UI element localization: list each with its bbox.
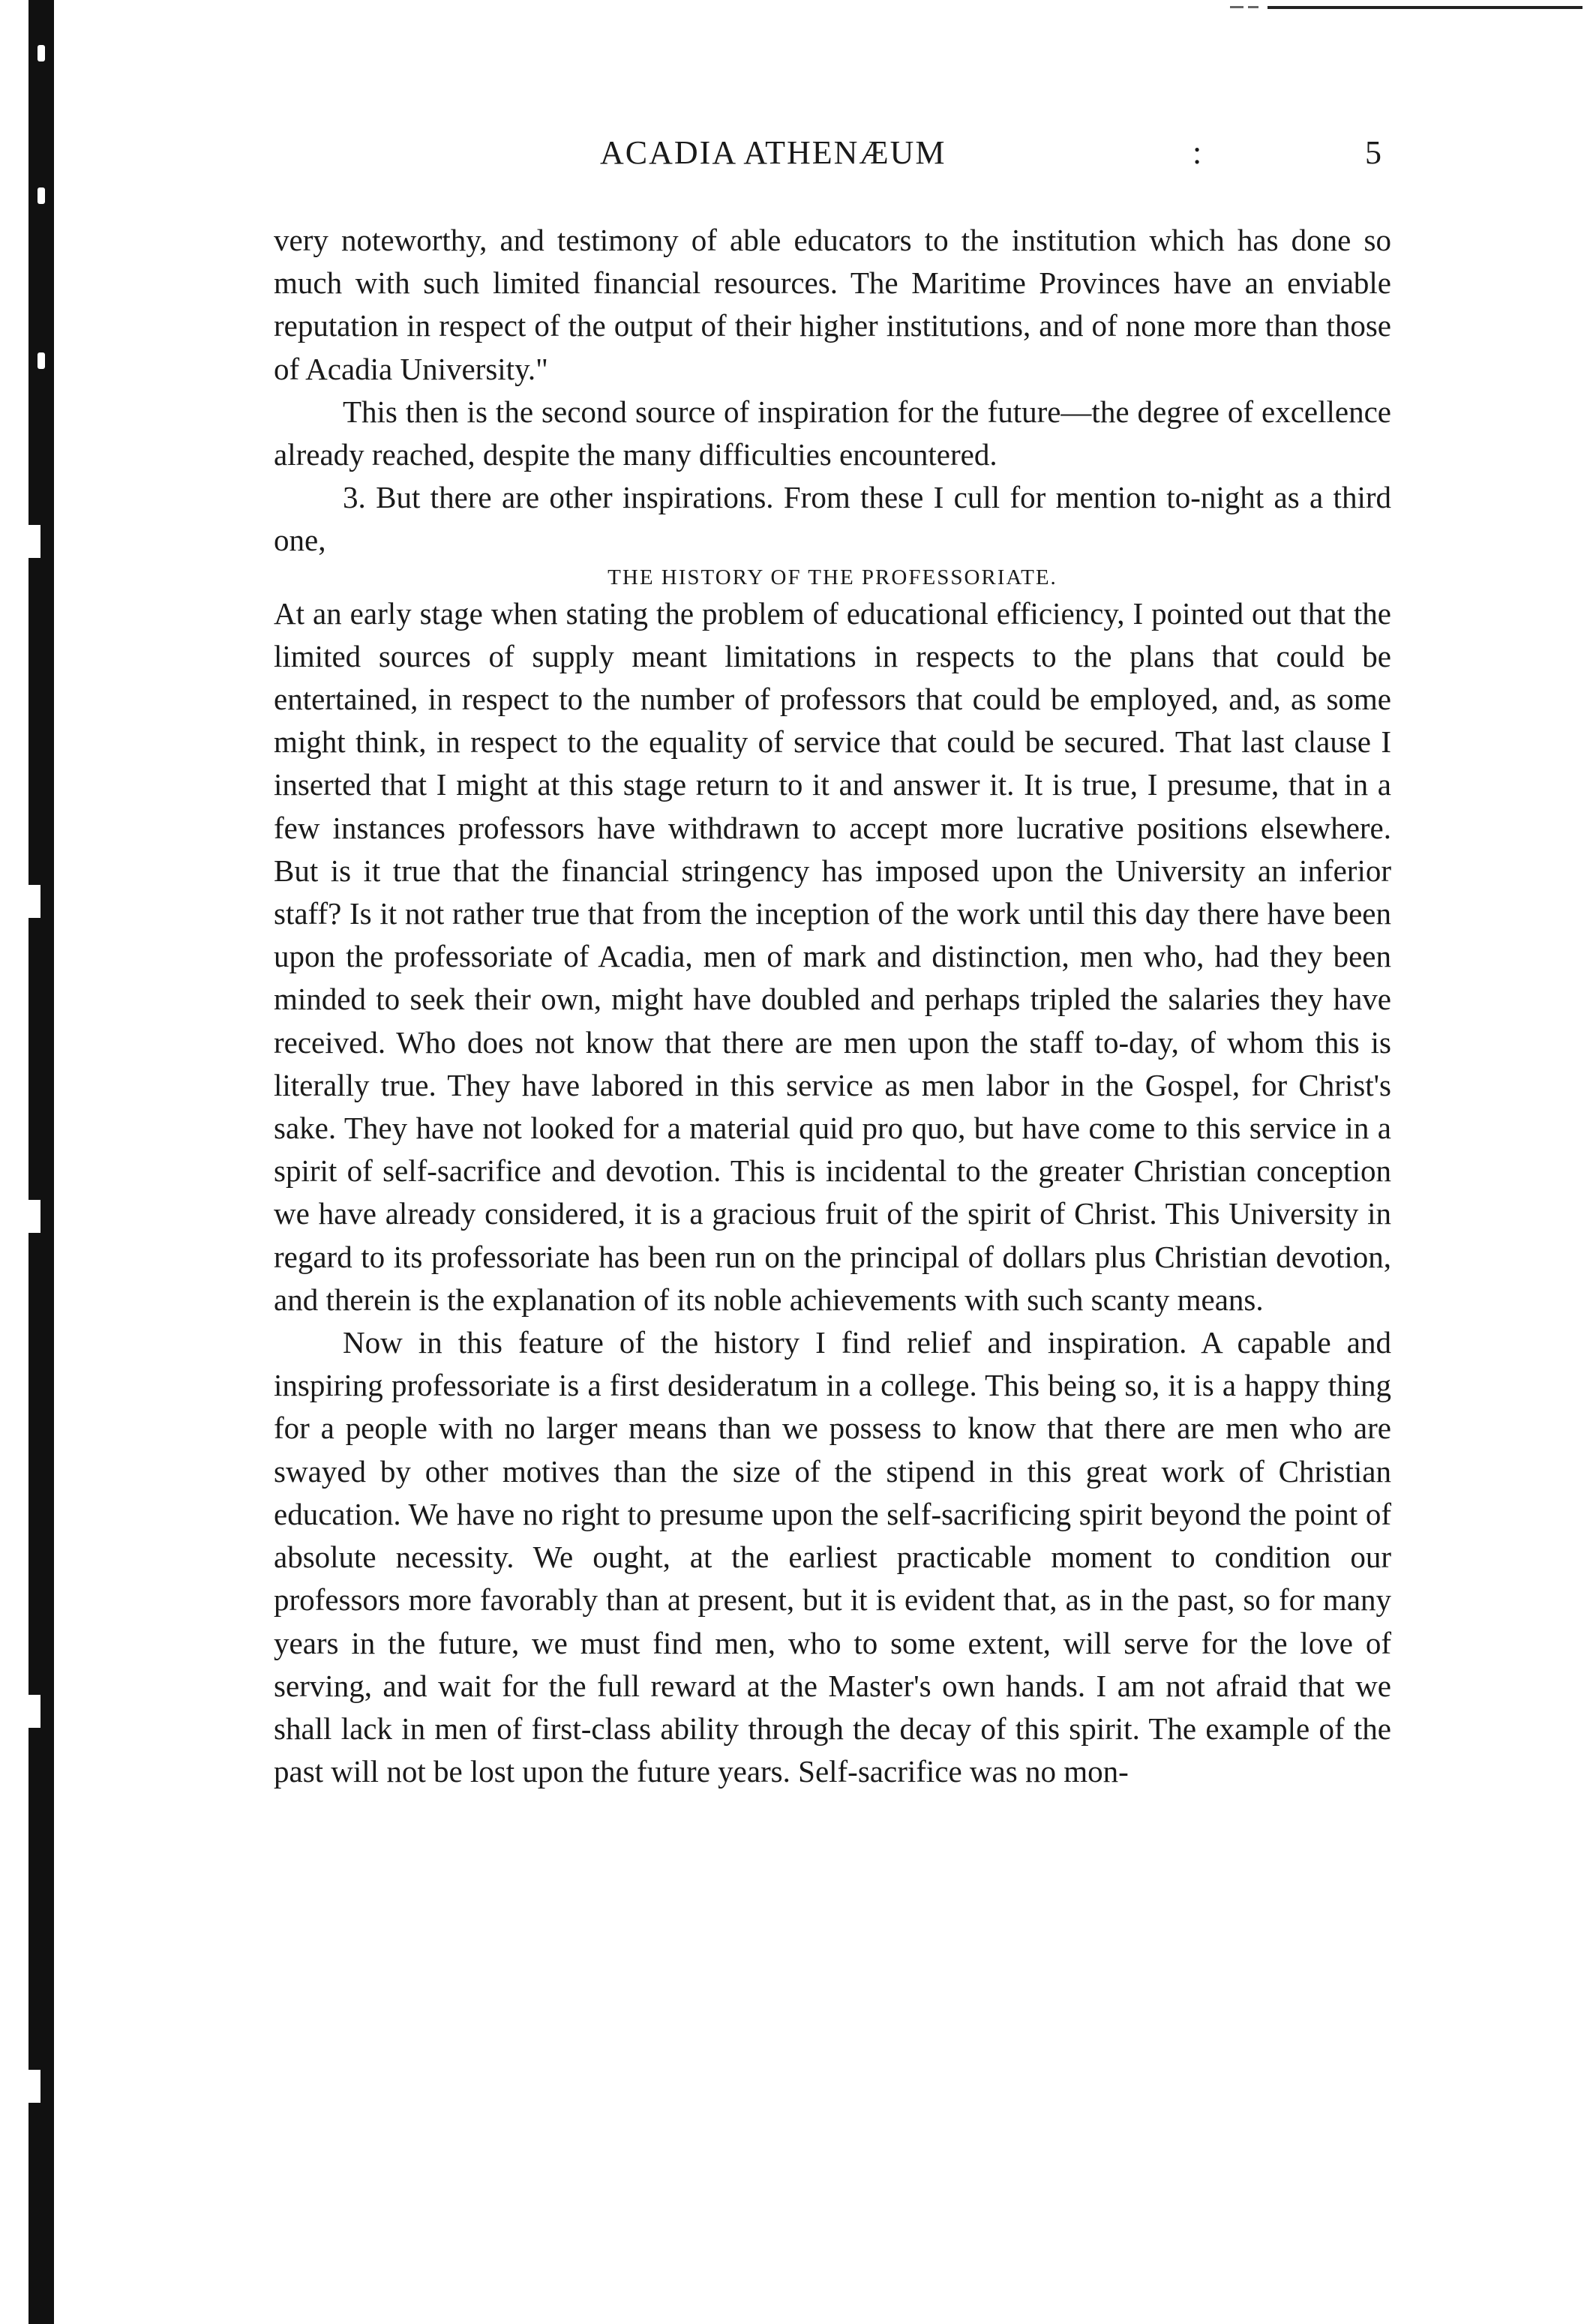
journal-title: ACADIA ATHENÆUM [600, 134, 946, 171]
scan-artifact [1268, 6, 1582, 9]
binding-mark [28, 1200, 40, 1233]
page-number: 5 [1365, 134, 1383, 171]
scan-artifact [1248, 6, 1258, 8]
binding-edge [28, 0, 54, 2324]
paragraph: very noteworthy, and testimony of able educators to the institution which has done so much with such limited financial resources. The Maritime Provinces have an enviable reputation in respect of the output of their higher institutions, and of none more than those of Acadia University." [274, 223, 1391, 386]
binding-mark [28, 885, 40, 918]
paragraph: This then is the second source of inspiration for the future—the degree of excellence already reached, despite the many difficulties encountered. [274, 394, 1391, 472]
running-header [270, 133, 1395, 178]
paragraph: At an early stage when stating the problem of educational efficiency, I pointed out that the limited sources of supply meant limitations in respects to the plans that could be entertained, in respect to the number of professors that could be employed, and, as some might think, in respect to the equality of service that could be secured. That last clause I inserted that I might at this stage return to it and answer it. It is true, I presume, that in a few instances professors have withdrawn to accept more lucrative positions elsewhere. But is it true that the financial stringency has imposed upon the University an inferior staff? Is it not rather true that from the inception of the work until this day there have been upon the professoriate of Acadia, men of mark and distinction, men who, had they been minded to seek their own, might have doubled and perhaps tripled the salaries they have received. Who does not know that there are men upon the staff to-day, of whom this is literally true. They have labored in this service as men labor in the Gospel, for Christ's sake. They have not looked for a material quid pro quo, but have come to this service in a spirit of self-sacrifice and devotion. This is incidental to the greater Christian conception we have already considered, it is a gracious fruit of the spirit of Christ. This University in regard to its professoriate has been run on the principal of dollars plus Christian devotion, and therein is the explanation of its noble achievements with such scanty means. [274, 595, 1391, 1317]
binding-mark [38, 187, 45, 204]
section-heading: THE HISTORY OF THE PROFESSORIATE. [608, 565, 1058, 589]
binding-mark [38, 45, 45, 61]
binding-mark [38, 352, 45, 369]
paragraph: 3. But there are other inspirations. From these I cull for mention to-night as a third one, [274, 480, 1391, 558]
header-colon: : [1192, 134, 1204, 171]
scan-artifact [1230, 6, 1244, 8]
paragraph: Now in this feature of the history I find relief and inspiration. A capable and inspiring professoriate is a first desideratum in a college. This being so, it is a happy thing for a people with no larger means than we possess to know that there are men who are swayed by other motives than the size of the stipend in this great work of Christian education. We have no right to presume upon the self-sacrificing spirit beyond the point of absolute necessity. We ought, at the earliest practicable moment to condition our professors more favorably than at present, but it is evident that, as in the past, so for many years in the future, we must find men, who to some extent, will serve for the love of serving, and wait for the full reward at the Master's own hands. I am not afraid that we shall lack in men of first-class ability through the decay of this spirit. The example of the past will not be lost upon the future years. Self-sacrifice was no mon- [274, 1325, 1391, 1789]
body-text [274, 219, 1391, 1793]
binding-mark [28, 525, 40, 558]
binding-mark [28, 2070, 40, 2103]
binding-mark [28, 1695, 40, 1728]
